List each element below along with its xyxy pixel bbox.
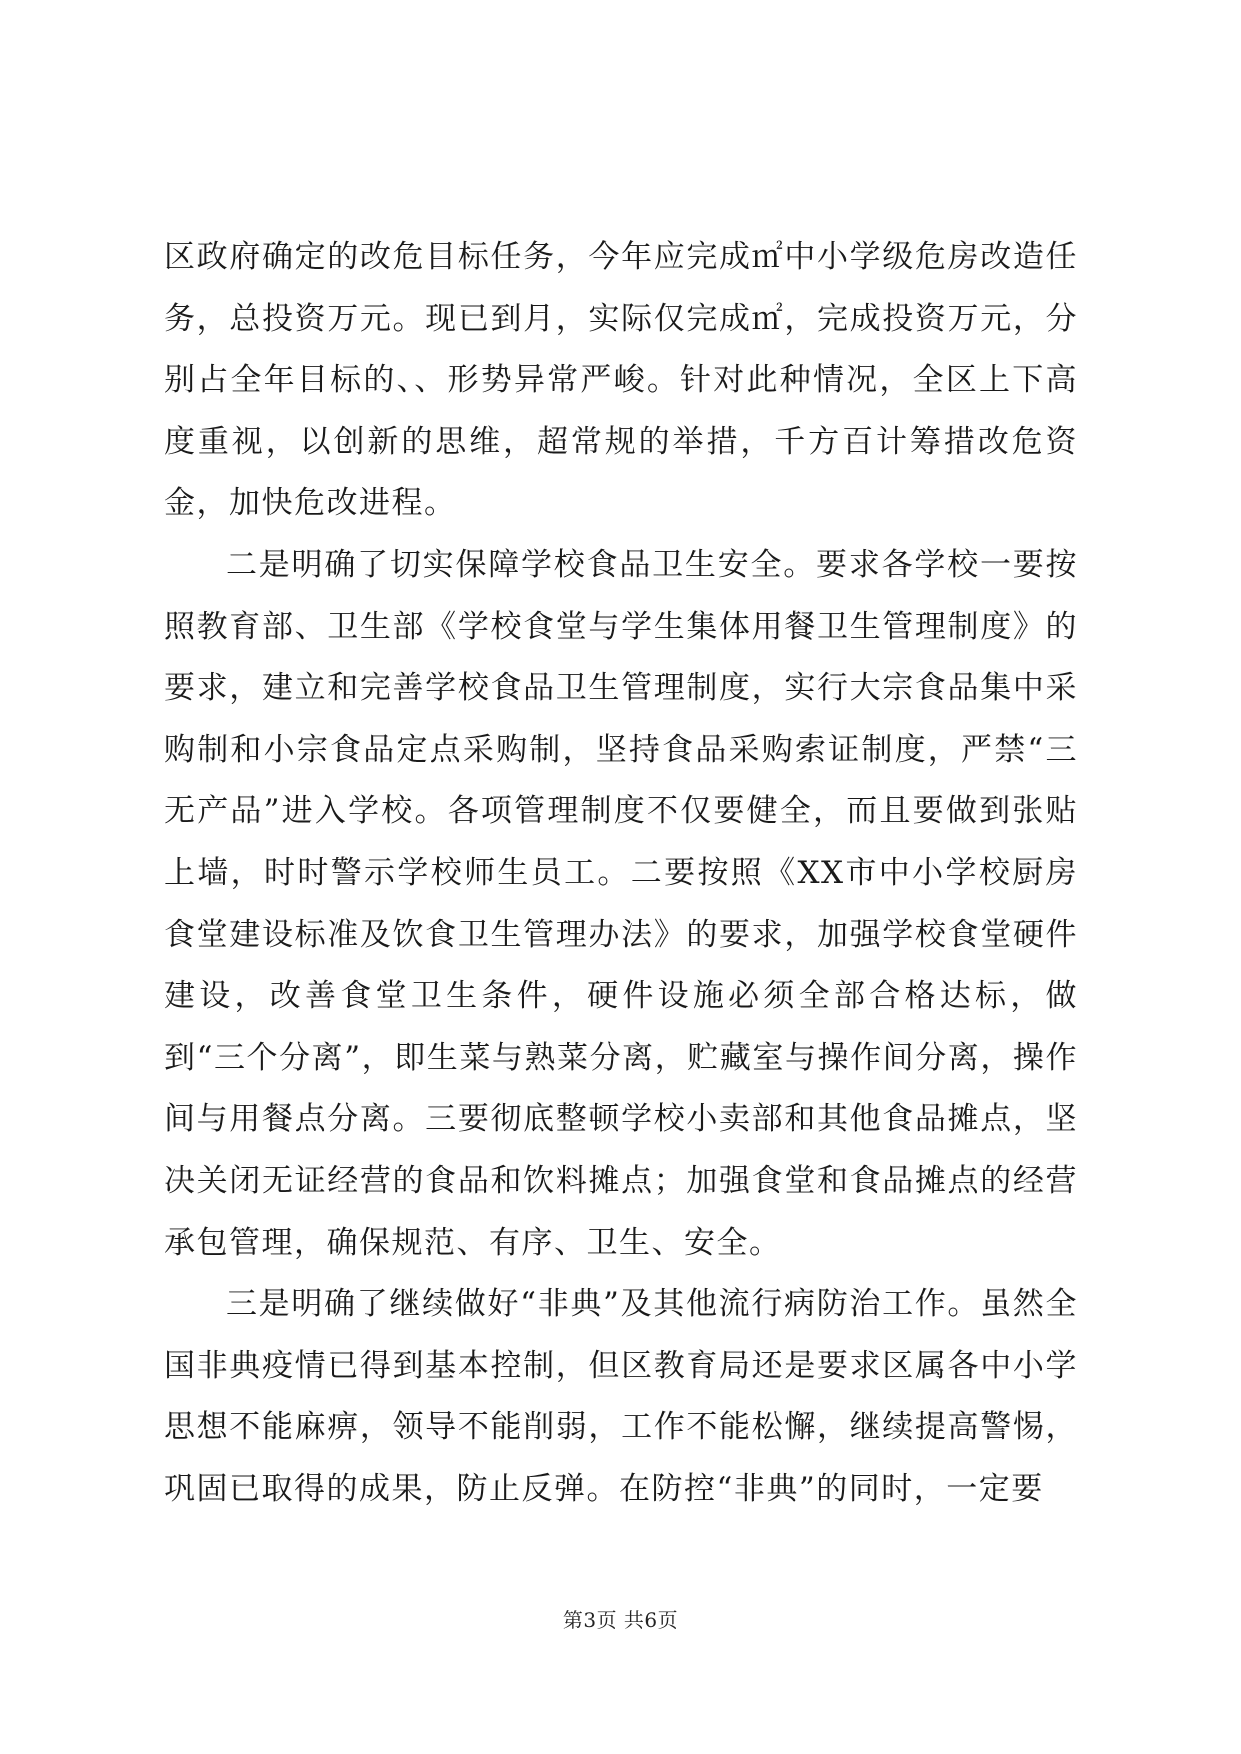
page-footer: 第3页 共6页	[562, 1608, 679, 1632]
paragraph-3: 三是明确了继续做好“非典”及其他流行病防治工作。虽然全国非典疫情已得到基本控制，但区教育局还是要求区属各中小学思想不能麻痹，领导不能削弱，工作不能松懈，继续提高警惕，巩固已取得的成果，防止反弹。在防控“非典”的同时，一定要	[164, 1286, 1078, 1507]
paragraph-1: 区政府确定的改危目标任务，今年应完成㎡中小学级危房改造任务，总投资万元。现已到月，实际仅完成㎡，完成投资万元，分别占全年目标的、、形势异常严峻。针对此种情况，全区上下高度重视，以创新的思维，超常规的举措，千方百计筹措改危资金，加快危改进程。	[164, 239, 1078, 522]
body-text	[164, 227, 1078, 1520]
paragraph-2: 二是明确了切实保障学校食品卫生安全。要求各学校一要按照教育部、卫生部《学校食堂与学生集体用餐卫生管理制度》的要求，建立和完善学校食品卫生管理制度，实行大宗食品集中采购制和小宗食品定点采购制，坚持食品采购索证制度，严禁“三无产品”进入学校。各项管理制度不仅要健全，而且要做到张贴上墙，时时警示学校师生员工。二要按照《XX市中小学校厨房食堂建设标准及饮食卫生管理办法》的要求，加强学校食堂硬件建设，改善食堂卫生条件，硬件设施必须全部合格达标，做到“三个分离”，即生菜与熟菜分离，贮藏室与操作间分离，操作间与用餐点分离。三要彻底整顿学校小卖部和其他食品摊点，坚决关闭无证经营的食品和饮料摊点；加强食堂和食品摊点的经营承包管理，确保规范、有序、卫生、安全。	[164, 546, 1078, 1261]
